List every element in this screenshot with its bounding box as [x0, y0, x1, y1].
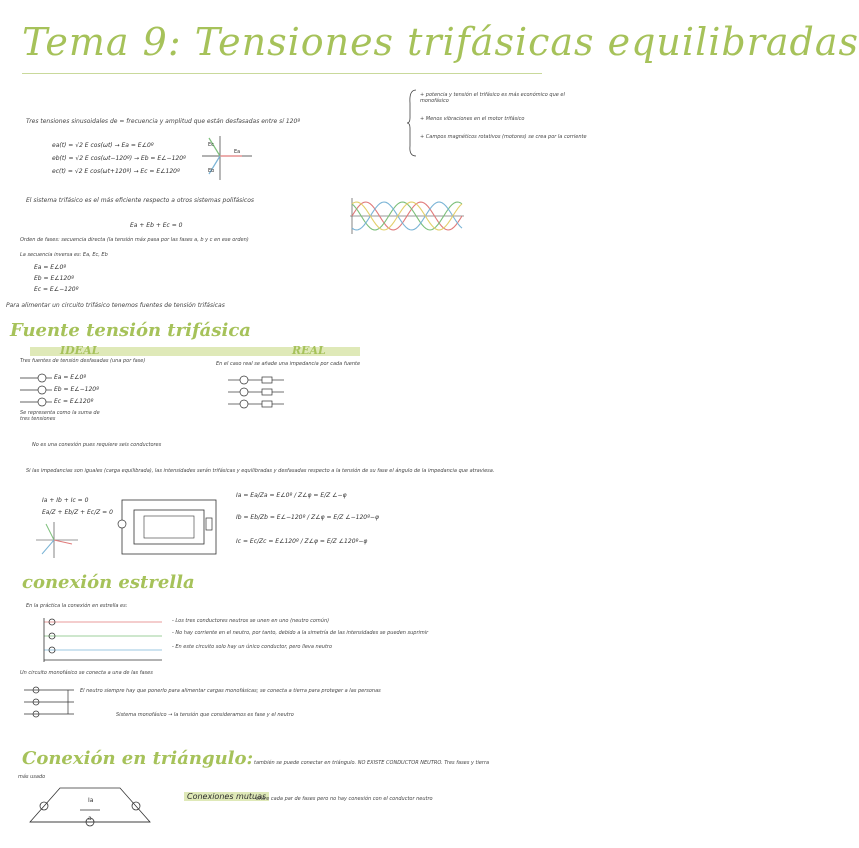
ideal-eq-a: Ea = E∠0º: [54, 374, 87, 381]
estrella-note-1: - Los tres conductores neutros se unen en uno (neutro común): [172, 618, 330, 624]
section-heading-triangulo: Conexión en triángulo:: [22, 748, 254, 769]
calc-ia: Ia = Ea/Za = E∠0º / Z∠φ = E/Z ∠−φ: [236, 492, 347, 499]
equation-ec: ec(t) = √2 E cos(ωt+120º) → Ec = E∠120º: [52, 168, 180, 175]
delta-connection-diagram: [20, 780, 160, 836]
mono-line: Un circuito monofásico se conecta a una de las fases: [20, 670, 153, 676]
equation-ea: ea(t) = √2 E cos(ωt) → Ea = E∠0º: [52, 142, 154, 149]
phase-order: Orden de fases: secuencia directa (la tensión máx pasa por las fases a, b y c en ese orden): [20, 237, 249, 243]
inverse-eb: Eb = E∠120º: [34, 275, 74, 282]
side-note-2: + Menos vibraciones en el motor trifásico: [420, 116, 525, 122]
sum-equation: Ea + Eb + Ec = 0: [130, 222, 183, 229]
section-heading-estrella: conexión estrella: [22, 572, 195, 593]
ideal-label: IDEAL: [60, 344, 100, 357]
no-neutral-note: No es una conexión pues requiere seis conductores: [32, 442, 162, 448]
side-note-1: + potencia y tensión el trifásico es más económico que el monofásico: [420, 92, 565, 104]
inverse-ea: Ea = E∠0º: [34, 264, 67, 271]
real-description: En el caso real se añade una impedancia por cada fuente: [216, 361, 361, 367]
svg-text:Ia: Ia: [88, 797, 94, 804]
section-heading-fuente: Fuente tensión trifásica: [10, 320, 251, 341]
svg-text:Ec: Ec: [208, 142, 214, 148]
balanced-load-note: Si las impedancias son iguales (carga equilibrada), las intensidades serán trifásicas y equilibradas y desfasadas respecto a la tensión de su fase el ángulo de la impedancia que atraviesa.: [26, 468, 495, 474]
star-connection-diagram: [34, 614, 164, 664]
mono-note: El neutro siempre hay que ponerlo para alimentar cargas monofásicas; se conecta a tierra para proteger a las personas: [80, 688, 381, 694]
equation-eb: eb(t) = √2 E cos(ωt−120º) → Eb = E∠−120º: [52, 155, 186, 162]
three-phase-waves: [346, 196, 466, 236]
inverse-sequence: La secuencia inversa es: Ea, Ec, Eb: [20, 252, 108, 258]
feed-line: Para alimentar un circuito trifásico tenemos fuentes de tensión trifásicas: [6, 302, 225, 309]
real-label: REAL: [292, 344, 326, 357]
inverse-ec: Ec = E∠−120º: [34, 286, 79, 293]
current-sum: Ia + Ib + Ic = 0: [42, 497, 89, 504]
svg-text:Ea: Ea: [234, 149, 241, 155]
calc-ib: Ib = Eb/Zb = E∠−120º / Z∠φ = E/Z ∠−120º−φ: [236, 514, 379, 521]
monophase-diagram: [22, 684, 76, 720]
phasor-diagram: [198, 134, 254, 182]
ideal-description: Tres fuentes de tensión desfasadas (una por fase): [20, 358, 146, 364]
triangulo-mini-label: más usado: [18, 774, 46, 780]
side-note-3: + Campos magnéticos rotativos (motores) se crea por la corriente: [420, 134, 587, 140]
title-underline: [22, 73, 542, 74]
estrella-note-3: - En este circuito solo hay un único conductor, pero lleva neutro: [172, 644, 333, 650]
triangulo-sub-note: entre cada par de fases pero no hay conexión con el conductor neutro: [256, 796, 433, 802]
svg-text:Eb: Eb: [208, 168, 215, 174]
system-efficiency: El sistema trifásico es el más eficiente respecto a otros sistemas polifásicos: [26, 197, 255, 204]
estrella-intro: En la práctica la conexión en estrella es:: [26, 603, 128, 609]
intro-line: Tres tensiones sinusoidales de = frecuencia y amplitud que están desfasadas entre sí 120º: [26, 118, 301, 125]
real-sources-diagram: [226, 372, 286, 412]
triangulo-sub: Conexiones mutuas: [184, 792, 269, 801]
estrella-note-2: - No hay corriente en el neutro, por tanto, debido a la simetría de las intensidades se pueden suprimir: [172, 630, 429, 636]
current-sum-expanded: Ea/Z + Eb/Z + Ec/Z = 0: [42, 509, 113, 516]
balanced-load-circuit: [112, 496, 222, 558]
current-phasor-diagram: [34, 520, 80, 560]
triangulo-tail: también se puede conectar en triángulo. NO EXISTE CONDUCTOR NEUTRO. Tres fases y tierra: [254, 760, 490, 766]
ideal-eq-c: Ec = E∠120º: [54, 398, 94, 405]
page-title: Tema 9: Tensiones trifásicas equilibradas: [22, 20, 859, 64]
brace-icon: [406, 88, 420, 158]
svg-text:a: a: [88, 815, 92, 822]
ideal-eq-b: Eb = E∠−120º: [54, 386, 99, 393]
calc-ic: Ic = Ec/Zc = E∠120º / Z∠φ = E/Z ∠120º−φ: [236, 538, 368, 545]
ideal-note: Se representa como la suma de tres tensiones: [20, 410, 100, 422]
mono-caption: Sistema monofásico → la tensión que consideramos es fase y el neutro: [116, 712, 294, 718]
